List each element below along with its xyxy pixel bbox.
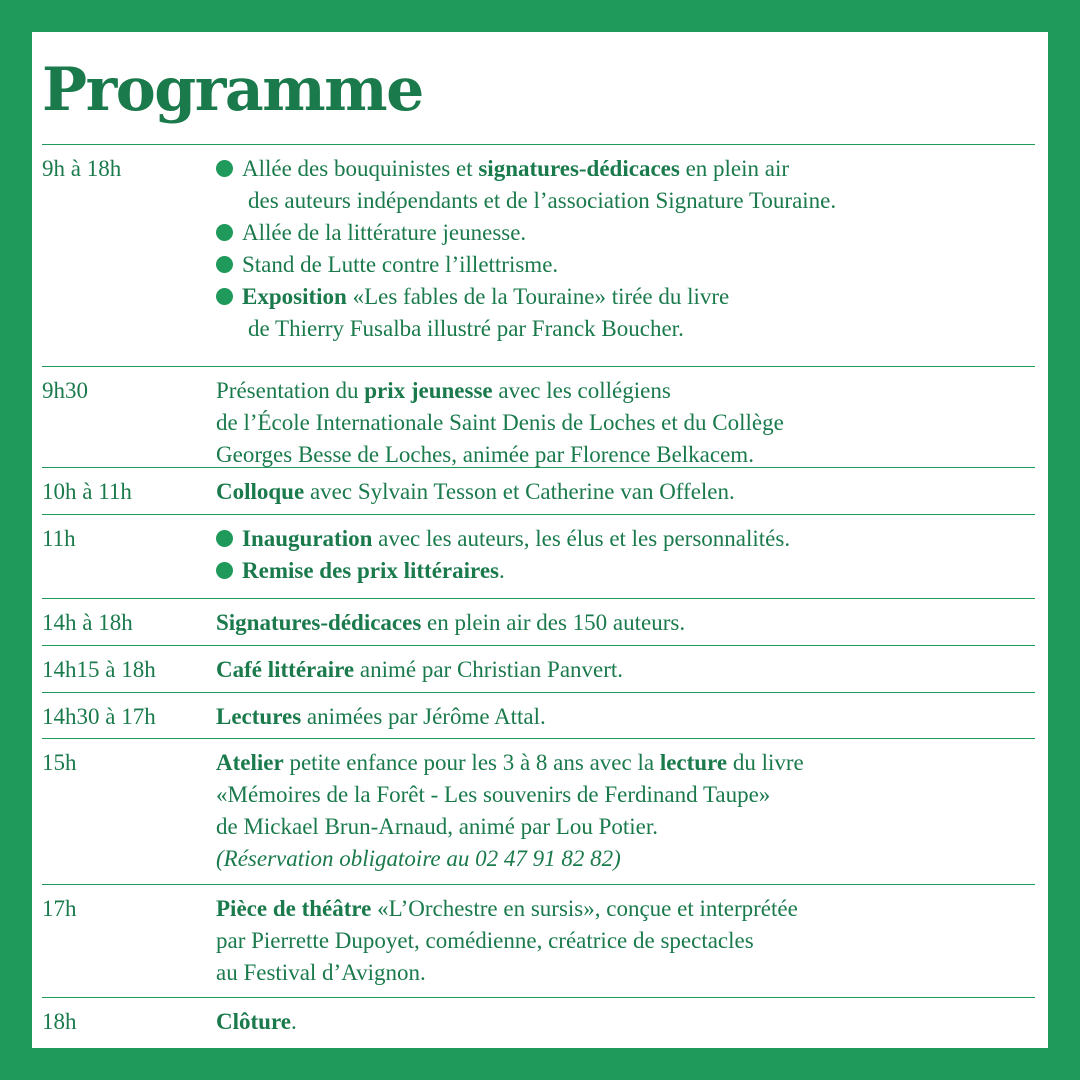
- schedule-time: 10h à 11h: [42, 479, 132, 504]
- schedule-time: 9h à 18h: [42, 156, 122, 181]
- schedule-row: [42, 144, 1035, 366]
- text-segment: de Thierry Fusalba illustré par Franck Boucher.: [248, 316, 684, 341]
- emphasis-text: Lectures: [216, 704, 302, 729]
- schedule-description: [216, 523, 1035, 587]
- text-segment: avec les collégiens: [492, 378, 671, 403]
- schedule-time: 11h: [42, 526, 76, 551]
- description-line: [216, 407, 1035, 439]
- text-segment: Allée de la littérature jeunesse.: [242, 220, 527, 245]
- text-segment: (Réservation obligatoire au 02 47 91 82 82): [216, 846, 621, 871]
- bullet-dot-icon: [216, 530, 233, 547]
- text-segment: au Festival d’Avignon.: [216, 960, 426, 985]
- description-line: [216, 313, 1035, 345]
- description-line: [216, 893, 1035, 925]
- schedule-row: [42, 645, 1035, 692]
- description-line: [216, 654, 1035, 686]
- text-segment: en plein air: [679, 156, 790, 181]
- emphasis-text: Clôture: [216, 1009, 291, 1034]
- bullet-dot-icon: [216, 288, 233, 305]
- schedule-description: [216, 701, 1035, 733]
- emphasis-text: Pièce de théâtre: [216, 896, 372, 921]
- emphasis-text: Exposition: [242, 284, 347, 309]
- schedule-time: 9h30: [42, 378, 88, 403]
- schedule-row: [42, 692, 1035, 738]
- text-segment: Georges Besse de Loches, animée par Florence Belkacem.: [216, 442, 754, 467]
- description-line: [216, 701, 1035, 733]
- text-segment: des auteurs indépendants et de l’association Signature Touraine.: [248, 188, 837, 213]
- schedule-description: [216, 654, 1035, 686]
- emphasis-text: Remise des prix littéraires: [242, 558, 499, 583]
- text-segment: «Les fables de la Touraine» tirée du livre: [346, 284, 730, 309]
- schedule-description: [216, 153, 1035, 345]
- text-segment: animé par Christian Panvert.: [354, 657, 624, 682]
- text-segment: «Mémoires de la Forêt - Les souvenirs de Ferdinand Taupe»: [216, 782, 771, 807]
- description-line: [216, 607, 1035, 639]
- description-line: [216, 217, 1035, 249]
- emphasis-text: Café littéraire: [216, 657, 355, 682]
- schedule-time: 14h30 à 17h: [42, 704, 156, 729]
- text-segment: avec les auteurs, les élus et les personnalités.: [372, 526, 791, 551]
- emphasis-text: Signatures-dédicaces: [216, 610, 422, 635]
- description-line: [216, 1006, 1035, 1038]
- emphasis-text: prix jeunesse: [364, 378, 493, 403]
- schedule-time: 15h: [42, 750, 77, 775]
- emphasis-text: Atelier: [216, 750, 284, 775]
- bullet-dot-icon: [216, 562, 233, 579]
- text-segment: en plein air des 150 auteurs.: [421, 610, 686, 635]
- schedule-row: [42, 514, 1035, 598]
- text-segment: Présentation du: [216, 378, 365, 403]
- description-line: [216, 843, 1035, 875]
- schedule-time: 17h: [42, 896, 77, 921]
- text-segment: .: [290, 1009, 297, 1034]
- text-segment: petite enfance pour les 3 à 8 ans avec la: [283, 750, 660, 775]
- schedule-description: [216, 1006, 1035, 1038]
- schedule-row: [42, 467, 1035, 514]
- description-line: [216, 185, 1035, 217]
- description-line: [216, 925, 1035, 957]
- schedule-row: [42, 598, 1035, 645]
- schedule-time: 18h: [42, 1009, 77, 1034]
- bullet-dot-icon: [216, 224, 233, 241]
- description-line: [216, 811, 1035, 843]
- schedule-description: [216, 375, 1035, 471]
- schedule-row: [42, 997, 1035, 1046]
- description-line: [216, 153, 1035, 185]
- schedule-row: [42, 884, 1035, 997]
- description-line: [216, 249, 1035, 281]
- description-line: [216, 555, 1035, 587]
- description-line: [216, 523, 1035, 555]
- schedule-time: 14h à 18h: [42, 610, 133, 635]
- schedule-description: [216, 476, 1035, 508]
- bullet-dot-icon: [216, 256, 233, 273]
- page-title: Programme: [42, 55, 423, 125]
- description-line: [216, 957, 1035, 989]
- schedule-row: [42, 738, 1035, 884]
- text-segment: avec Sylvain Tesson et Catherine van Offelen.: [304, 479, 735, 504]
- text-segment: Allée des bouquinistes et: [242, 156, 479, 181]
- text-segment: par Pierrette Dupoyet, comédienne, créatrice de spectacles: [216, 928, 754, 953]
- text-segment: de Mickael Brun-Arnaud, animé par Lou Potier.: [216, 814, 658, 839]
- emphasis-text: Colloque: [216, 479, 305, 504]
- text-segment: de l’École Internationale Saint Denis de Loches et du Collège: [216, 410, 784, 435]
- emphasis-text: lecture: [659, 750, 728, 775]
- description-line: [216, 779, 1035, 811]
- schedule-row: [42, 366, 1035, 467]
- text-segment: .: [498, 558, 505, 583]
- schedule-description: [216, 893, 1035, 989]
- text-segment: «L’Orchestre en sursis», conçue et interprétée: [371, 896, 798, 921]
- text-segment: du livre: [727, 750, 804, 775]
- text-segment: Stand de Lutte contre l’illettrisme.: [242, 252, 559, 277]
- schedule-time: 14h15 à 18h: [42, 657, 156, 682]
- emphasis-text: signatures-dédicaces: [478, 156, 680, 181]
- description-line: [216, 476, 1035, 508]
- description-line: [216, 281, 1035, 313]
- bullet-dot-icon: [216, 160, 233, 177]
- description-line: [216, 375, 1035, 407]
- emphasis-text: Inauguration: [242, 526, 373, 551]
- text-segment: animées par Jérôme Attal.: [301, 704, 546, 729]
- schedule-description: [216, 607, 1035, 639]
- schedule-description: [216, 747, 1035, 875]
- description-line: [216, 747, 1035, 779]
